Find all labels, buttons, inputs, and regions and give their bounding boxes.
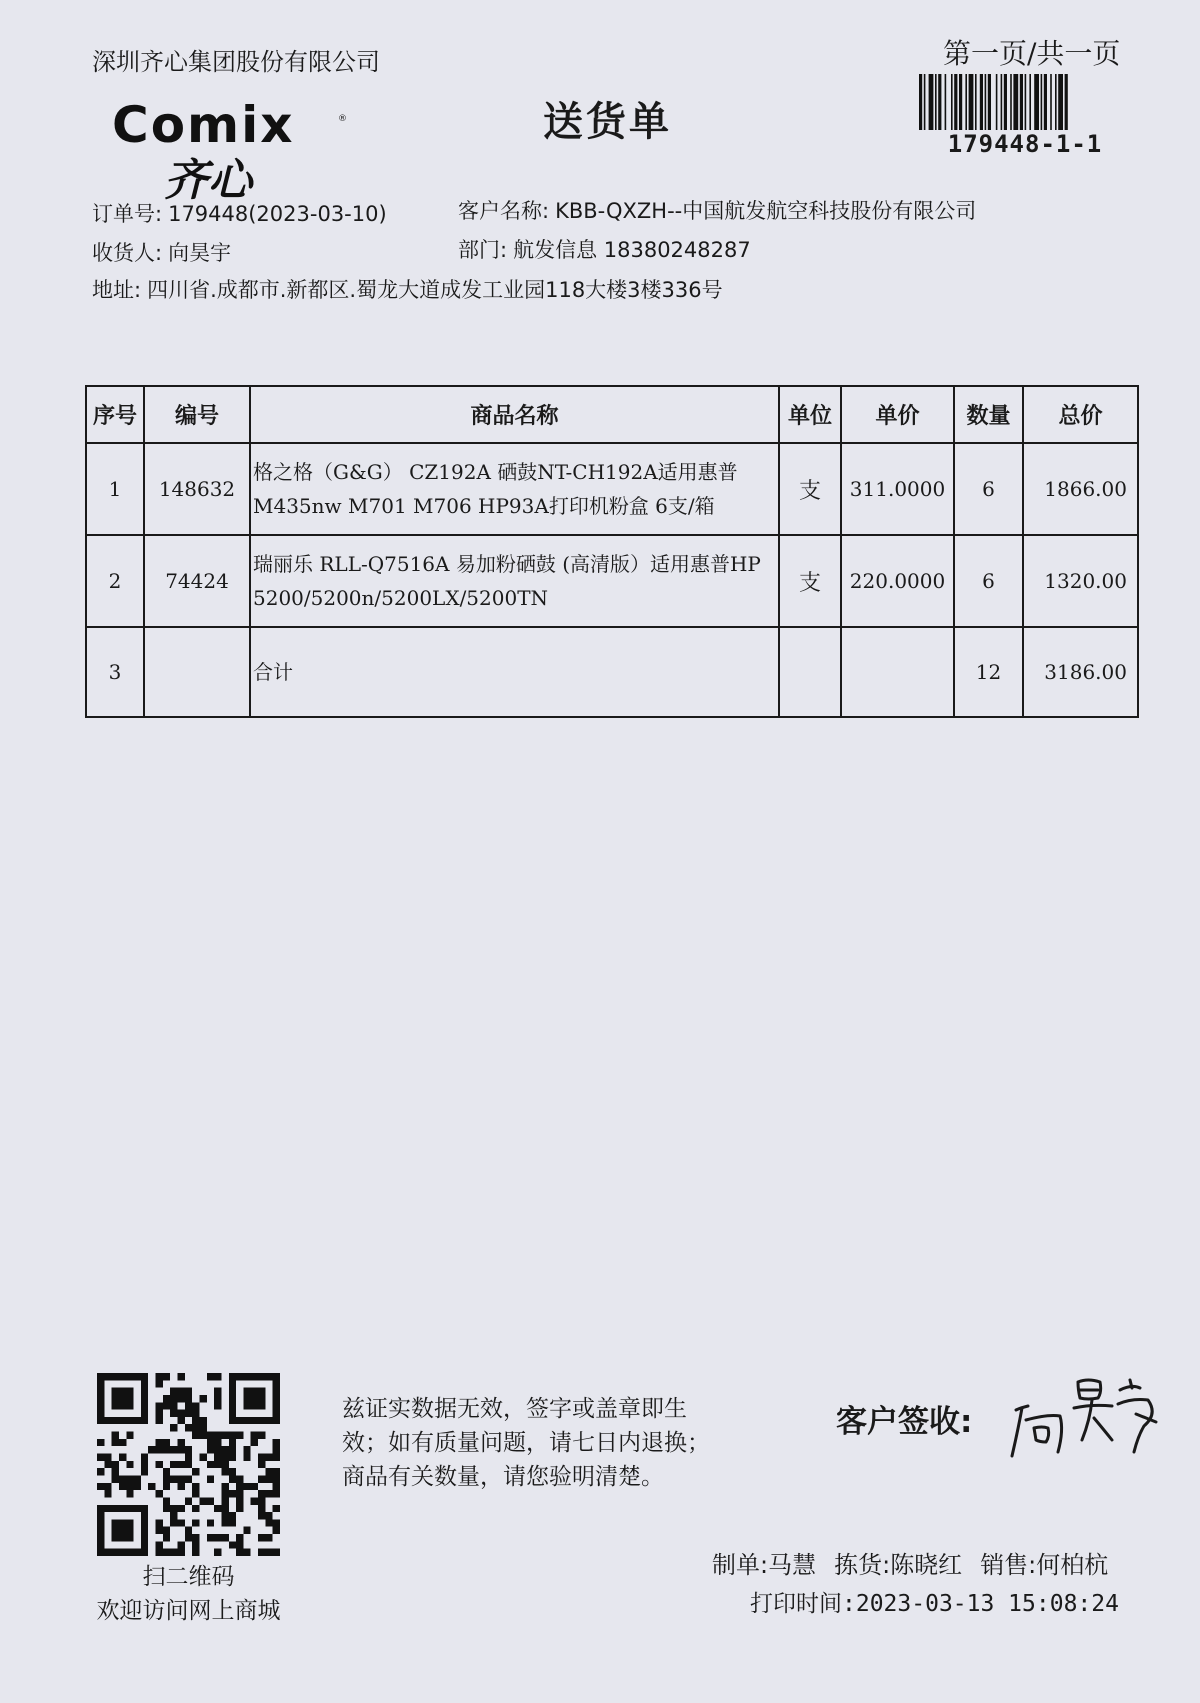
summary-unit [779,627,841,717]
summary-seq: 3 [86,627,144,717]
document-title: 送货单 [543,99,672,145]
notice-text [342,1392,710,1494]
summary-price [841,627,954,717]
row-unit: 支 [779,535,841,627]
order-number-value: 179448(2023-03-10) [168,202,387,226]
row-seq: 2 [86,535,144,627]
column-header: 序号 [86,386,144,443]
maker-value: 马慧 [768,1551,817,1579]
receiver-label: 收货人: [92,241,163,265]
staff-line [712,1545,1108,1580]
summary-label: 合计 [250,627,779,717]
column-header: 总价 [1023,386,1138,443]
row-product-name: 格之格（G&G） CZ192A 硒鼓NT-CH192A适用惠普M435nw M701 M706 HP93A打印机粉盒 6支/箱 [250,443,779,535]
department-label: 部门: [458,238,508,262]
picker-label: 拣货: [834,1551,891,1579]
summary-row [86,627,1138,717]
row-code: 74424 [144,535,250,627]
notice-line: 兹证实数据无效，签字或盖章即生 [342,1396,687,1422]
maker-label: 制单: [712,1551,769,1579]
receiver-value: 向昊宇 [168,241,232,265]
qr-caption-welcome: 欢迎访问网上商城 [96,1598,281,1624]
row-unit-price: 311.0000 [841,443,954,535]
order-number-label: 订单号: [92,202,163,226]
handwritten-signature [1008,1370,1168,1480]
row-unit: 支 [779,443,841,535]
row-unit-price: 220.0000 [841,535,954,627]
customer-name-value: KBB-QXZH--中国航发航空科技股份有限公司 [555,199,977,223]
column-header: 单价 [841,386,954,443]
goods-table [85,385,1139,718]
address-label: 地址: [92,278,142,302]
qr-caption-scan: 扫二维码 [142,1564,235,1590]
customer-sign-label: 客户签收: [836,1404,973,1440]
column-header: 数量 [954,386,1023,443]
print-time-value: 2023-03-13 15:08:24 [855,1591,1119,1617]
summary-quantity: 12 [954,627,1023,717]
picker-value: 陈晓红 [890,1551,963,1579]
print-time-label: 打印时间: [750,1591,856,1617]
table-row [86,535,1138,627]
qr-caption [76,1560,301,1628]
customer-name [458,195,976,225]
registered-mark: ® [338,114,347,124]
notice-line: 商品有关数量，请您验明清楚。 [342,1464,664,1490]
barcode [919,74,1131,130]
summary-total: 3186.00 [1023,627,1138,717]
column-header: 编号 [144,386,250,443]
address-value: 四川省.成都市.新都区.蜀龙大道成发工业园118大楼3楼336号 [147,278,723,302]
row-product-name: 瑞丽乐 RLL-Q7516A 易加粉硒鼓 (高清版）适用惠普HP 5200/5200n/5200LX/5200TN [250,535,779,627]
page-indicator: 第一页/共一页 [943,37,1121,70]
row-quantity: 6 [954,535,1023,627]
logo-english: Comix [112,96,295,154]
company-name: 深圳齐心集团股份有限公司 [92,48,380,76]
barcode-number: 179448-1-1 [947,130,1103,158]
table-header-row [86,386,1138,443]
department-value: 航发信息 18380248287 [513,238,751,262]
row-quantity: 6 [954,443,1023,535]
table-row [86,443,1138,535]
summary-code [144,627,250,717]
row-total: 1866.00 [1023,443,1138,535]
row-seq: 1 [86,443,144,535]
notice-line: 效；如有质量问题，请七日内退换； [342,1430,710,1456]
print-time [750,1585,1119,1618]
column-header: 单位 [779,386,841,443]
row-code: 148632 [144,443,250,535]
row-total: 1320.00 [1023,535,1138,627]
comix-logo [112,96,357,206]
department [458,234,751,264]
sales-label: 销售: [980,1551,1037,1579]
sales-value: 何柏杭 [1036,1551,1109,1579]
customer-name-label: 客户名称: [458,199,550,223]
qr-code [97,1373,280,1556]
order-number [92,198,387,228]
logo-chinese: 齐心 [164,155,252,206]
column-header: 商品名称 [250,386,779,443]
receiver [92,237,231,267]
address [92,274,723,304]
